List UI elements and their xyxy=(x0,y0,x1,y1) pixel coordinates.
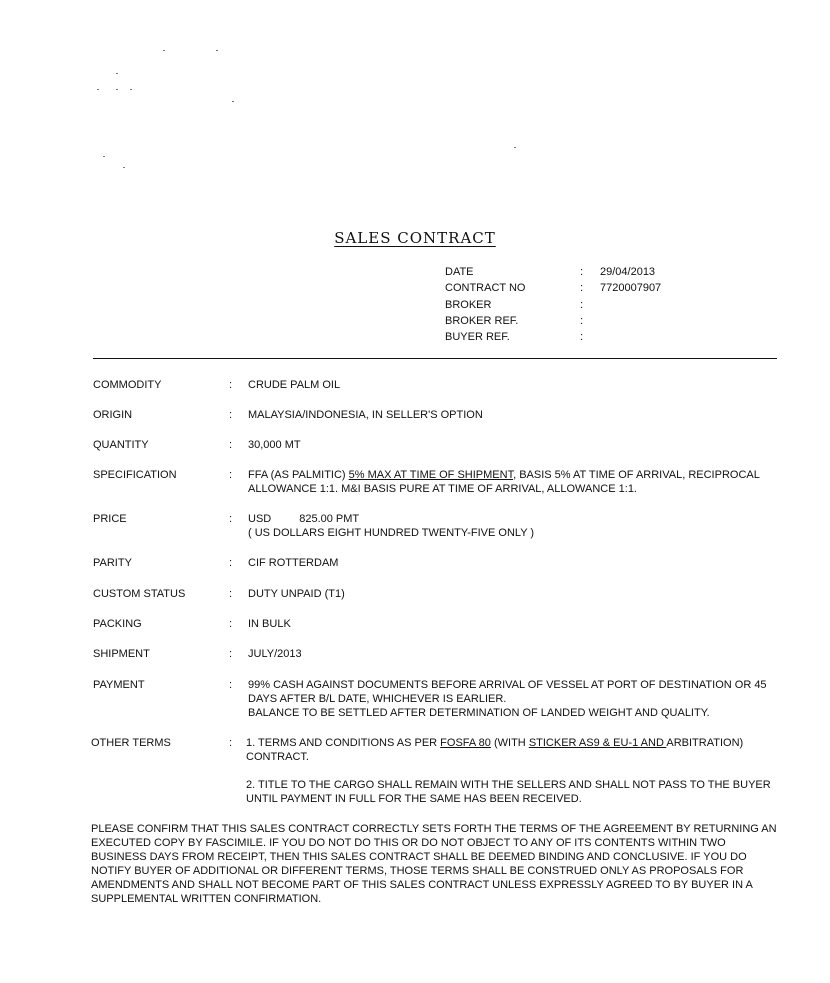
term-colon: : xyxy=(229,737,233,749)
term-label: PAYMENT xyxy=(93,679,145,691)
term-colon: : xyxy=(229,679,233,691)
term-label: PARITY xyxy=(93,557,132,569)
other-term-text: (WITH xyxy=(490,737,529,749)
meta-colon: : xyxy=(580,282,584,295)
term-value xyxy=(248,512,788,540)
spec-text: FFA (AS PALMITIC) xyxy=(248,469,349,481)
spec-text: , BASIS 5% AT TIME OF ARRIVAL, RECIPROCAL ALLOWANCE 1:1. M&I BASIS PURE AT TIME OF ARRIVAL, ALLOWANCE 1:1. xyxy=(248,469,760,495)
meta-colon: : xyxy=(580,314,584,327)
payment-text: 99% CASH AGAINST DOCUMENTS BEFORE ARRIVAL OF VESSEL AT PORT OF DESTINATION OR 45 DAYS AFTER B/L DATE, WHICHEVER IS EARLIER. xyxy=(248,679,767,705)
other-term-text: ARBITRATION) CONTRACT. xyxy=(246,737,744,763)
other-term-1 xyxy=(246,737,743,763)
term-label: PRICE xyxy=(93,513,127,525)
term-colon: : xyxy=(229,409,233,421)
meta-colon: : xyxy=(580,298,584,311)
term-value: 30,000 MT xyxy=(248,439,301,451)
term-colon: : xyxy=(229,648,233,660)
price-currency: USD xyxy=(248,513,272,525)
price-amount: 825.00 PMT xyxy=(299,513,360,525)
meta-colon: : xyxy=(580,331,584,344)
meta-label: CONTRACT NO xyxy=(445,282,526,295)
term-value: DUTY UNPAID (T1) xyxy=(248,588,345,600)
meta-value-date: 29/04/2013 xyxy=(600,266,656,278)
meta-label: BROKER REF. xyxy=(445,314,519,327)
meta-label: DATE xyxy=(445,266,474,278)
term-value xyxy=(246,736,786,806)
term-value xyxy=(248,468,788,496)
price-in-words: ( US DOLLARS EIGHT HUNDRED TWENTY-FIVE ONLY ) xyxy=(248,527,535,539)
term-value: JULY/2013 xyxy=(248,648,302,660)
payment-balance-text: BALANCE TO BE SETTLED AFTER DETERMINATION OF LANDED WEIGHT AND QUALITY. xyxy=(248,707,710,719)
meta-value-contract-no: 7720007907 xyxy=(600,282,662,295)
term-colon: : xyxy=(229,557,233,569)
term-label: SPECIFICATION xyxy=(93,469,177,481)
document-title: SALES CONTRACT xyxy=(334,229,496,247)
term-value: CRUDE PALM OIL xyxy=(248,379,341,391)
other-term-2: 2. TITLE TO THE CARGO SHALL REMAIN WITH THE SELLERS AND SHALL NOT PASS TO THE BUYER UNTIL PAYMENT IN FULL FOR THE SAME HAS BEEN RECEIVED. xyxy=(246,779,771,805)
term-value: MALAYSIA/INDONESIA, IN SELLER'S OPTION xyxy=(248,409,483,421)
confirmation-paragraph: PLEASE CONFIRM THAT THIS SALES CONTRACT CORRECTLY SETS FORTH THE TERMS OF THE AGREEMENT BY RETURNING AN EXECUTED COPY BY FASCIMILE. IF YOU DO NOT DO THIS OR DO NOT OBJECT TO ANY OF ITS CONTENTS WITHIN TWO BUSINESS DAYS FROM RECEIPT, THEN THIS SALES CONTRACT SHALL BE DEEMED BINDING AND CONCLUSIVE. IF YOU DO NOTIFY BUYER OF ADDITIONAL OR DIFFERENT TERMS, THOSE TERMS SHALL BE CONSTRUED ONLY AS PROPOSALS FOR AMENDMENTS AND SHALL NOT BECOME PART OF THIS SALES CONTRACT UNLESS EXPRESSLY AGREED TO BY BUYER IN A SUPPLEMENTAL WRITTEN CONFIRMATION. xyxy=(91,823,777,905)
term-colon: : xyxy=(229,513,233,525)
term-colon: : xyxy=(229,439,233,451)
meta-colon: : xyxy=(580,266,584,278)
other-term-underlined-text: FOSFA 80 xyxy=(440,737,491,749)
term-colon: : xyxy=(229,379,233,391)
term-colon: : xyxy=(229,588,233,600)
spacer xyxy=(246,764,786,778)
term-label: PACKING xyxy=(93,618,142,630)
other-term-underlined-text: STICKER AS9 & EU-1 AND xyxy=(528,737,667,749)
term-label: ORIGIN xyxy=(93,409,133,421)
term-label: OTHER TERMS xyxy=(91,737,171,749)
term-label: SHIPMENT xyxy=(93,648,150,660)
term-label: COMMODITY xyxy=(93,379,162,391)
term-colon: : xyxy=(229,618,233,630)
term-label: QUANTITY xyxy=(93,439,149,451)
term-value xyxy=(248,678,788,720)
term-value: IN BULK xyxy=(248,618,291,630)
term-colon: : xyxy=(229,469,233,481)
other-term-text: 1. TERMS AND CONDITIONS AS PER xyxy=(246,737,441,749)
spec-underlined-text: 5% MAX AT TIME OF SHIPMENT xyxy=(348,469,514,481)
term-value: CIF ROTTERDAM xyxy=(248,557,339,569)
term-label: CUSTOM STATUS xyxy=(93,588,186,600)
meta-label: BROKER xyxy=(445,298,492,311)
meta-label: BUYER REF. xyxy=(445,331,510,344)
